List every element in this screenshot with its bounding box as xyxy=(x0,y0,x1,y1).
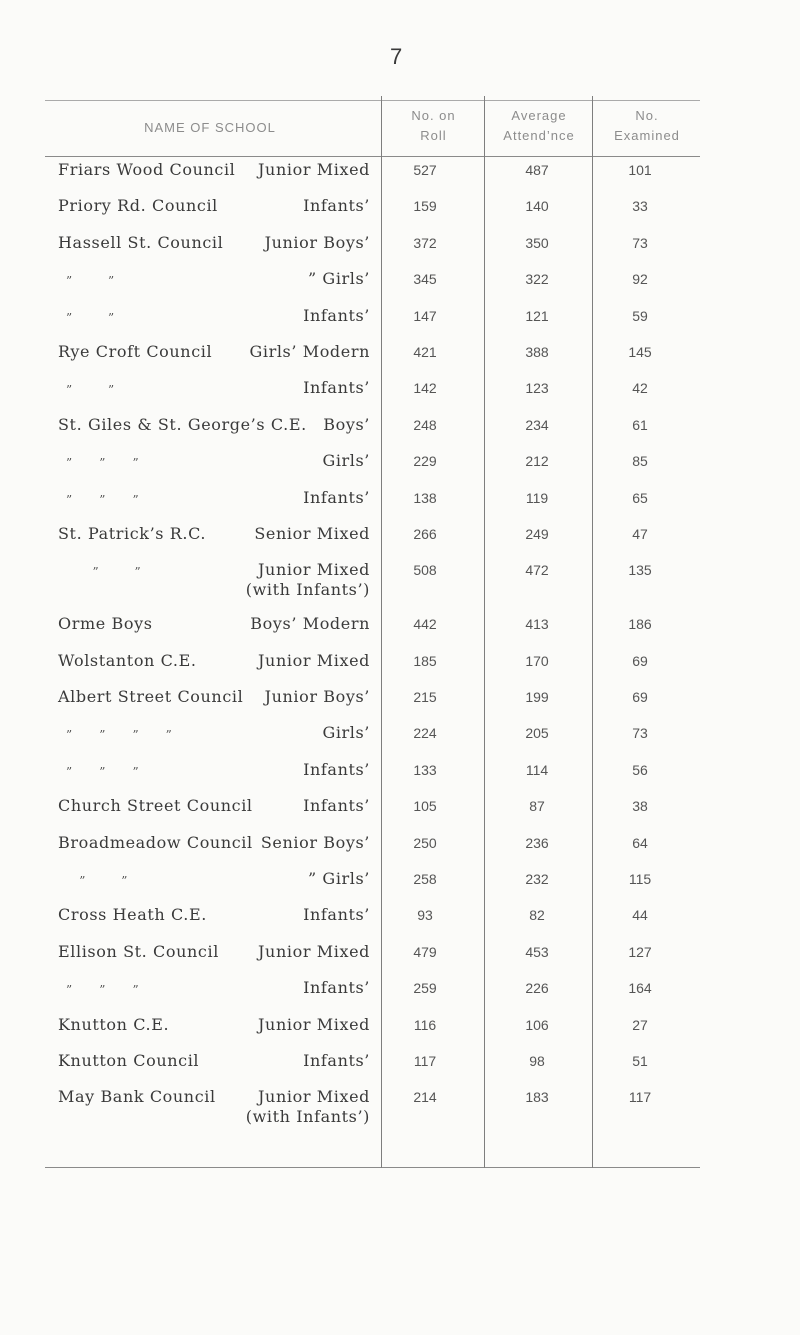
department xyxy=(308,269,370,289)
header-name-text: NAME OF SCHOOL xyxy=(144,120,276,135)
department xyxy=(303,488,370,508)
header-attendance-line2: Attend’nce xyxy=(503,128,575,143)
table-row xyxy=(0,378,800,414)
attendance-value: 119 xyxy=(525,489,549,506)
attendance-value: 106 xyxy=(525,1016,549,1033)
department xyxy=(246,560,370,600)
table-row xyxy=(0,1051,800,1087)
examined-value: 117 xyxy=(628,1089,652,1106)
department xyxy=(265,233,370,253)
table-row xyxy=(0,978,800,1014)
table-row xyxy=(0,833,800,869)
table-row xyxy=(0,905,800,941)
roll-value: 248 xyxy=(413,416,437,433)
department-line1: Junior Mixed xyxy=(258,1087,370,1107)
school-name: Knutton C.E. xyxy=(58,1014,170,1034)
department xyxy=(322,723,370,743)
ditto-marks: ” ” ” xyxy=(66,983,140,998)
examined-value: 47 xyxy=(632,525,648,542)
roll-value: 250 xyxy=(413,834,437,851)
table-row xyxy=(0,451,800,487)
header-examined xyxy=(597,106,697,146)
attendance-value: 183 xyxy=(525,1089,549,1106)
page-number: 7 xyxy=(390,44,403,69)
department xyxy=(303,1051,370,1071)
roll-value: 508 xyxy=(413,562,437,579)
department xyxy=(258,1015,370,1035)
table-row xyxy=(0,415,800,451)
department xyxy=(258,942,370,962)
school-name: Friars Wood Council xyxy=(58,160,236,179)
examined-value: 33 xyxy=(632,198,648,215)
table-row xyxy=(0,796,800,832)
school-name: Wolstanton C.E. xyxy=(58,650,197,670)
department xyxy=(303,905,370,925)
roll-value: 259 xyxy=(413,980,437,997)
school-table-body xyxy=(0,160,800,1141)
table-row xyxy=(0,687,800,723)
examined-value: 186 xyxy=(628,616,652,633)
roll-value: 116 xyxy=(413,1016,437,1033)
table-row xyxy=(0,233,800,269)
attendance-value: 98 xyxy=(529,1052,545,1069)
department-line1: Senior Mixed xyxy=(254,523,370,543)
attendance-value: 121 xyxy=(525,307,549,324)
table-row xyxy=(0,524,800,560)
department-line1: Junior Mixed xyxy=(258,650,370,670)
roll-value: 527 xyxy=(413,162,437,178)
table-row xyxy=(0,269,800,305)
attendance-value: 322 xyxy=(525,271,549,288)
department xyxy=(250,614,370,634)
department-line1: Infants’ xyxy=(303,305,370,325)
roll-value: 159 xyxy=(413,198,437,215)
top-rule xyxy=(45,100,700,101)
roll-value: 229 xyxy=(413,453,437,470)
attendance-value: 453 xyxy=(525,943,549,960)
table-row xyxy=(0,306,800,342)
roll-value: 442 xyxy=(413,616,437,633)
department-line1: Junior Boys’ xyxy=(264,232,370,252)
examined-value: 38 xyxy=(632,798,648,815)
table-row xyxy=(0,869,800,905)
ditto-marks: ” ” xyxy=(66,310,115,325)
department xyxy=(246,1087,370,1127)
ditto-marks: ” ” ” xyxy=(66,764,140,779)
header-roll xyxy=(386,106,481,146)
table-row xyxy=(0,1087,800,1141)
attendance-value: 487 xyxy=(525,162,549,178)
examined-value: 69 xyxy=(632,652,648,669)
examined-value: 27 xyxy=(632,1016,648,1033)
ditto-marks: ” ” xyxy=(66,874,129,889)
school-name: Broadmeadow Council xyxy=(58,832,253,852)
department-line1: Junior Mixed xyxy=(258,160,370,179)
table-row xyxy=(0,342,800,378)
roll-value: 185 xyxy=(413,652,437,669)
roll-value: 421 xyxy=(413,343,437,360)
department-line1: Junior Mixed xyxy=(258,941,370,961)
attendance-value: 413 xyxy=(525,616,549,633)
department-line1: Junior Mixed xyxy=(258,1014,370,1034)
department-line2: (with Infants’) xyxy=(245,1107,370,1127)
department-line1: Senior Boys’ xyxy=(260,832,370,852)
attendance-value: 114 xyxy=(525,761,549,778)
table-row xyxy=(0,651,800,687)
attendance-value: 140 xyxy=(525,198,549,215)
department xyxy=(323,415,370,435)
attendance-value: 226 xyxy=(525,980,549,997)
examined-value: 135 xyxy=(628,562,652,579)
attendance-value: 472 xyxy=(525,562,549,579)
examined-value: 51 xyxy=(632,1052,648,1069)
examined-value: 73 xyxy=(632,234,648,251)
department xyxy=(303,978,370,998)
ditto-marks: ” ” ” xyxy=(66,492,140,507)
department-line1: Infants’ xyxy=(303,487,370,507)
examined-value: 61 xyxy=(632,416,648,433)
department xyxy=(265,687,370,707)
attendance-value: 199 xyxy=(525,689,549,706)
department xyxy=(258,651,370,671)
roll-value: 214 xyxy=(413,1089,437,1106)
department-line1: Boys’ Modern xyxy=(250,614,370,634)
examined-value: 69 xyxy=(632,689,648,706)
roll-value: 133 xyxy=(413,761,437,778)
roll-value: 142 xyxy=(413,380,437,397)
roll-value: 93 xyxy=(417,907,433,924)
examined-value: 56 xyxy=(632,761,648,778)
ditto-marks: ” ” xyxy=(66,565,142,580)
department-line1: Infants’ xyxy=(303,196,370,216)
examined-value: 92 xyxy=(632,271,648,288)
examined-value: 101 xyxy=(628,162,652,178)
roll-value: 215 xyxy=(413,689,437,706)
header-roll-line2: Roll xyxy=(420,128,447,143)
department xyxy=(249,342,370,362)
department xyxy=(303,796,370,816)
table-row xyxy=(0,942,800,978)
school-name: Hassell St. Council xyxy=(58,232,224,252)
roll-value: 224 xyxy=(413,725,437,742)
header-roll-line1: No. on xyxy=(411,108,456,123)
school-name: Albert Street Council xyxy=(58,687,244,707)
department-line1: Infants’ xyxy=(303,905,370,925)
roll-value: 258 xyxy=(413,871,437,888)
table-row xyxy=(0,760,800,796)
examined-value: 145 xyxy=(628,343,652,360)
department xyxy=(303,306,370,326)
table-row xyxy=(0,488,800,524)
table-row xyxy=(0,723,800,759)
examined-value: 164 xyxy=(628,980,652,997)
header-attendance xyxy=(489,106,589,146)
department-line1: Infants’ xyxy=(303,378,370,398)
examined-value: 85 xyxy=(632,453,648,470)
attendance-value: 212 xyxy=(525,453,549,470)
header-school-name xyxy=(100,118,320,138)
attendance-value: 170 xyxy=(525,652,549,669)
department-line1: Boys’ xyxy=(323,414,370,434)
department-line1: Girls’ xyxy=(322,723,370,743)
department-line1: Girls’ xyxy=(322,451,370,471)
department xyxy=(322,451,370,471)
school-name: St. Patrick’s R.C. xyxy=(58,523,207,543)
examined-value: 44 xyxy=(632,907,648,924)
department-line1: Junior Boys’ xyxy=(264,687,370,707)
roll-value: 138 xyxy=(413,489,437,506)
header-rule xyxy=(45,156,700,157)
department xyxy=(258,160,370,180)
school-name: Orme Boys xyxy=(58,614,153,634)
examined-value: 115 xyxy=(628,871,652,888)
attendance-value: 236 xyxy=(525,834,549,851)
roll-value: 117 xyxy=(413,1052,437,1069)
attendance-value: 249 xyxy=(525,525,549,542)
school-name: Knutton Council xyxy=(58,1050,200,1070)
attendance-value: 350 xyxy=(525,234,549,251)
department xyxy=(254,524,370,544)
attendance-value: 205 xyxy=(525,725,549,742)
table-row xyxy=(0,614,800,650)
roll-value: 147 xyxy=(413,307,437,324)
department-line1: Infants’ xyxy=(303,978,370,998)
roll-value: 105 xyxy=(413,798,437,815)
department-line1: Infants’ xyxy=(303,1050,370,1070)
department-line1: Girls’ Modern xyxy=(249,341,370,361)
department-line1: ” Girls’ xyxy=(307,869,370,889)
department xyxy=(303,760,370,780)
department-line1: Junior Mixed xyxy=(258,560,370,580)
department xyxy=(303,196,370,216)
examined-value: 64 xyxy=(632,834,648,851)
table-row xyxy=(0,560,800,614)
bottom-rule xyxy=(45,1167,700,1168)
attendance-value: 234 xyxy=(525,416,549,433)
examined-value: 73 xyxy=(632,725,648,742)
attendance-value: 388 xyxy=(525,343,549,360)
attendance-value: 232 xyxy=(525,871,549,888)
roll-value: 266 xyxy=(413,525,437,542)
examined-value: 127 xyxy=(628,943,652,960)
attendance-value: 87 xyxy=(529,798,545,815)
school-name: May Bank Council xyxy=(58,1087,216,1107)
table-row xyxy=(0,1015,800,1051)
school-name: Ellison St. Council xyxy=(58,941,219,961)
department-line2: (with Infants’) xyxy=(245,580,370,600)
department xyxy=(308,869,370,889)
department xyxy=(303,378,370,398)
school-name: Rye Croft Council xyxy=(58,341,213,361)
header-examined-line2: Examined xyxy=(614,128,680,143)
department xyxy=(261,833,370,853)
examined-value: 42 xyxy=(632,380,648,397)
department-line1: ” Girls’ xyxy=(307,269,370,289)
ditto-marks: ” ” xyxy=(66,383,115,398)
examined-value: 59 xyxy=(632,307,648,324)
department-line1: Infants’ xyxy=(303,796,370,816)
header-attendance-line1: Average xyxy=(511,108,567,123)
school-name: Priory Rd. Council xyxy=(58,196,218,216)
ditto-marks: ” ” xyxy=(66,274,115,289)
header-examined-line1: No. xyxy=(635,108,659,123)
ditto-marks: ” ” ” xyxy=(66,456,140,471)
ditto-marks: ” ” ” ” xyxy=(66,728,173,743)
attendance-value: 82 xyxy=(529,907,545,924)
roll-value: 345 xyxy=(413,271,437,288)
school-name: Church Street Council xyxy=(58,796,253,816)
roll-value: 372 xyxy=(413,234,437,251)
table-row xyxy=(0,196,800,232)
table-row xyxy=(0,160,800,196)
attendance-value: 123 xyxy=(525,380,549,397)
school-name: Cross Heath C.E. xyxy=(58,905,207,925)
examined-value: 65 xyxy=(632,489,648,506)
roll-value: 479 xyxy=(413,943,437,960)
department-line1: Infants’ xyxy=(303,759,370,779)
school-name: St. Giles & St. George’s C.E. xyxy=(58,414,307,434)
